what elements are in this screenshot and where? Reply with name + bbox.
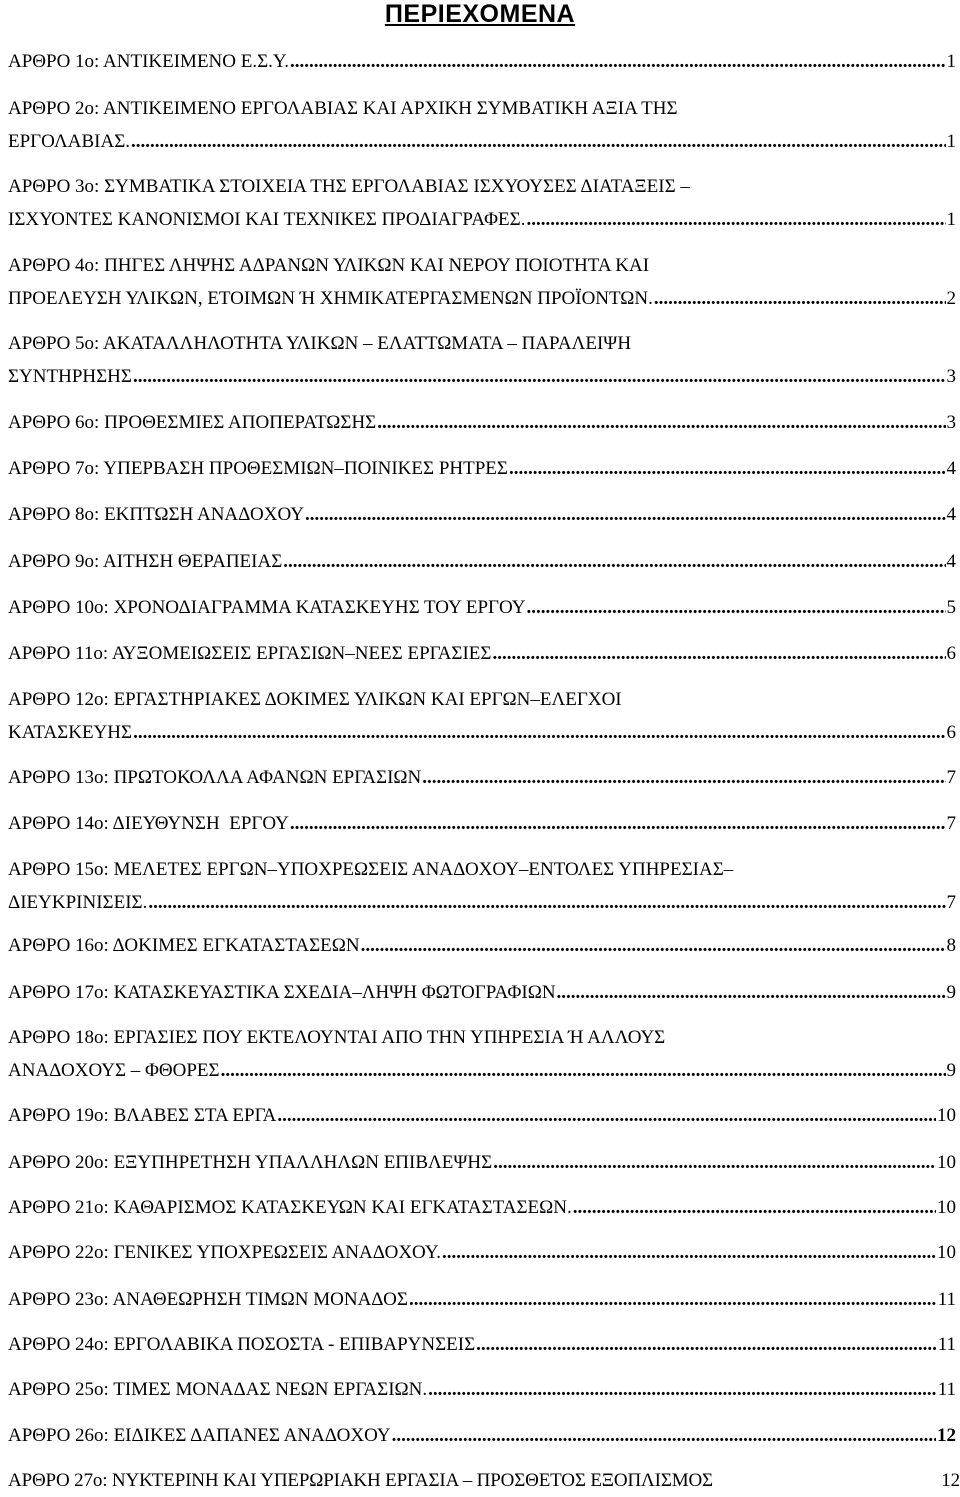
entry-text: ΑΡΘΡΟ 1ο: ΑΝΤΙΚΕΙΜΕΝΟ Ε.Σ.Υ.: [8, 51, 290, 72]
dot-leader: [573, 1191, 936, 1224]
toc-entry[interactable]: [8, 1283, 956, 1316]
page-number: 12: [941, 1470, 960, 1491]
toc-entry[interactable]: [8, 1191, 956, 1224]
toc-entry[interactable]: [8, 976, 956, 1009]
dot-leader: [131, 125, 946, 158]
entry-text-line1: ΑΡΘΡΟ 15ο: ΜΕΛΕΤΕΣ ΕΡΓΩΝ–ΥΠΟΧΡΕΩΣΕΙΣ ΑΝΑΔΟΧΟΥ–ΕΝΤΟΛΕΣ ΥΠΗΡΕΣΙΑΣ–: [8, 859, 734, 880]
toc-entry[interactable]: [8, 92, 956, 158]
toc-entry[interactable]: [8, 45, 956, 78]
dot-leader: [527, 591, 946, 624]
toc-entry[interactable]: [8, 406, 956, 439]
toc-entry[interactable]: [8, 545, 956, 578]
dot-leader: [476, 1328, 937, 1361]
page-number: 9: [946, 1060, 956, 1081]
entry-text: ΑΡΘΡΟ 24ο: ΕΡΓΟΛΑΒΙΚΑ ΠΟΣΟΣΤΑ - ΕΠΙΒΑΡΥΝΣΕΙΣ: [8, 1334, 476, 1355]
entry-text: ΑΡΘΡΟ 21ο: ΚΑΘΑΡΙΣΜΟΣ ΚΑΤΑΣΚΕΥΩΝ ΚΑΙ ΕΓΚΑΤΑΣΤΑΣΕΩΝ.: [8, 1197, 572, 1218]
dot-leader: [305, 498, 946, 531]
page-number: 9: [946, 982, 956, 1003]
toc-entry[interactable]: [8, 683, 956, 749]
page-number: 11: [937, 1289, 956, 1310]
dot-leader: [377, 406, 945, 439]
page-number: 6: [946, 643, 956, 664]
dot-leader: [509, 452, 946, 485]
entry-text-line1: ΑΡΘΡΟ 5ο: ΑΚΑΤΑΛΛΗΛΟΤΗΤΑ ΥΛΙΚΩΝ – ΕΛΑΤΤΩΜΑΤΑ – ΠΑΡΑΛΕΙΨΗ: [8, 333, 632, 354]
page-number: 5: [946, 597, 956, 618]
entry-text: ΑΡΘΡΟ 7ο: ΥΠΕΡΒΑΣΗ ΠΡΟΘΕΣΜΙΩΝ–ΠΟΙΝΙΚΕΣ ΡΗΤΡΕΣ: [8, 458, 508, 479]
toc-entry[interactable]: [8, 498, 956, 531]
toc-entry[interactable]: [8, 1373, 956, 1406]
page-number: 10: [937, 1105, 956, 1126]
toc-entry[interactable]: [8, 1464, 960, 1497]
toc-entry[interactable]: [8, 1328, 956, 1361]
page-number: 11: [937, 1379, 956, 1400]
toc-entry[interactable]: [8, 1099, 956, 1132]
toc-entry[interactable]: [8, 929, 956, 962]
toc-entry[interactable]: [8, 249, 956, 315]
page-number: 3: [946, 366, 956, 387]
page-number: 11: [937, 1334, 956, 1355]
dot-leader: [493, 1146, 936, 1179]
dot-leader: [148, 886, 945, 919]
entry-text: ΑΡΘΡΟ 13ο: ΠΡΩΤΟΚΟΛΛΑ ΑΦΑΝΩΝ ΕΡΓΑΣΙΩΝ: [8, 767, 422, 788]
page-number: 1: [946, 131, 956, 152]
dot-leader: [428, 1373, 937, 1406]
dot-leader: [133, 716, 945, 749]
page-number: 10: [937, 1152, 956, 1173]
page-number: 1: [946, 209, 956, 230]
entry-text-line1: ΑΡΘΡΟ 4ο: ΠΗΓΕΣ ΛΗΨΗΣ ΑΔΡΑΝΩΝ ΥΛΙΚΩΝ ΚΑΙ ΝΕΡΟΥ ΠΟΙΟΤΗΤΑ ΚΑΙ: [8, 255, 650, 276]
toc-entry[interactable]: [8, 1419, 956, 1452]
toc-entry[interactable]: [8, 853, 956, 919]
dot-leader: [422, 761, 945, 794]
dot-leader: [392, 1419, 936, 1452]
entry-text: ΑΡΘΡΟ 23ο: ΑΝΑΘΕΩΡΗΣΗ ΤΙΜΩΝ ΜΟΝΑΔΟΣ: [8, 1289, 408, 1310]
entry-text: ΔΙΕΥΚΡΙΝΙΣΕΙΣ.: [8, 892, 148, 913]
dot-leader: [557, 976, 946, 1009]
entry-text: ΑΡΘΡΟ 20ο: ΕΞΥΠΗΡΕΤΗΣΗ ΥΠΑΛΛΗΛΩΝ ΕΠΙΒΛΕΨΗΣ: [8, 1152, 493, 1173]
toc-entry[interactable]: [8, 1236, 956, 1269]
entry-text: ΠΡΟΕΛΕΥΣΗ ΥΛΙΚΩΝ, ΕΤΟΙΜΩΝ Ή ΧΗΜΙΚΑΤΕΡΓΑΣΜΕΝΩΝ ΠΡΟΪΟΝΤΩΝ.: [8, 288, 653, 309]
entry-text: ΑΡΘΡΟ 10ο: ΧΡΟΝΟΔΙΑΓΡΑΜΜΑ ΚΑΤΑΣΚΕΥΗΣ ΤΟΥ ΕΡΓΟΥ: [8, 597, 526, 618]
entry-text: ΑΡΘΡΟ 19ο: ΒΛΑΒΕΣ ΣΤΑ ΕΡΓΑ: [8, 1105, 277, 1126]
dot-leader: [361, 929, 946, 962]
entry-text: ΑΡΘΡΟ 17ο: ΚΑΤΑΣΚΕΥΑΣΤΙΚΑ ΣΧΕΔΙΑ–ΛΗΨΗ ΦΩΤΟΓΡΑΦΙΩΝ: [8, 982, 556, 1003]
entry-text-line1: ΑΡΘΡΟ 3ο: ΣΥΜΒΑΤΙΚΑ ΣΤΟΙΧΕΙΑ ΤΗΣ ΕΡΓΟΛΑΒΙΑΣ ΙΣΧΥΟΥΣΕΣ ΔΙΑΤΑΞΕΙΣ –: [8, 176, 690, 197]
dot-leader: [283, 545, 945, 578]
entry-text-line1: ΑΡΘΡΟ 2ο: ΑΝΤΙΚΕΙΜΕΝΟ ΕΡΓΟΛΑΒΙΑΣ ΚΑΙ ΑΡΧΙΚΗ ΣΥΜΒΑΤΙΚΗ ΑΞΙΑ ΤΗΣ: [8, 98, 678, 119]
dot-leader: [442, 1236, 936, 1269]
dot-leader: [526, 203, 945, 236]
dot-leader: [221, 1054, 946, 1087]
entry-text: ΑΡΘΡΟ 16ο: ΔΟΚΙΜΕΣ ΕΓΚΑΤΑΣΤΑΣΕΩΝ: [8, 935, 360, 956]
entry-text: ΚΑΤΑΣΚΕΥΗΣ: [8, 722, 133, 743]
toc-entry[interactable]: [8, 591, 956, 624]
dot-leader: [409, 1283, 937, 1316]
page-number: 12: [937, 1425, 956, 1446]
entry-text-line1: ΑΡΘΡΟ 12ο: ΕΡΓΑΣΤΗΡΙΑΚΕΣ ΔΟΚΙΜΕΣ ΥΛΙΚΩΝ ΚΑΙ ΕΡΓΩΝ–ΕΛΕΓΧΟΙ: [8, 689, 622, 710]
entry-text: ΑΡΘΡΟ 11ο: ΑΥΞΟΜΕΙΩΣΕΙΣ ΕΡΓΑΣΙΩΝ–ΝΕΕΣ ΕΡΓΑΣΙΕΣ: [8, 643, 492, 664]
entry-text: ΑΡΘΡΟ 22ο: ΓΕΝΙΚΕΣ ΥΠΟΧΡΕΩΣΕΙΣ ΑΝΑΔΟΧΟΥ.: [8, 1242, 441, 1263]
entry-text: ΑΡΘΡΟ 27ο: ΝΥΚΤΕΡΙΝΗ ΚΑΙ ΥΠΕΡΩΡΙΑΚΗ ΕΡΓΑΣΙΑ – ΠΡΟΣΘΕΤΟΣ ΕΞΟΠΛΙΣΜΟΣ: [8, 1470, 713, 1491]
dot-leader: [290, 45, 945, 78]
page-number: 7: [946, 767, 956, 788]
dot-leader: [654, 282, 946, 315]
page-number: 2: [946, 288, 956, 309]
dot-leader: [133, 360, 946, 393]
toc-entry[interactable]: [8, 637, 956, 670]
toc-entry[interactable]: [8, 1146, 956, 1179]
dot-leader: [277, 1099, 936, 1132]
page-number: 10: [937, 1242, 956, 1263]
entry-text: ΑΡΘΡΟ 8ο: ΕΚΠΤΩΣΗ ΑΝΑΔΟΧΟΥ: [8, 504, 304, 525]
page-number: 3: [946, 412, 956, 433]
entry-text-line1: ΑΡΘΡΟ 18ο: ΕΡΓΑΣΙΕΣ ΠΟΥ ΕΚΤΕΛΟΥΝΤΑΙ ΑΠΟ ΤΗΝ ΥΠΗΡΕΣΙΑ Ή ΑΛΛΟΥΣ: [8, 1027, 666, 1048]
toc-entry[interactable]: [8, 327, 956, 393]
toc-title: ΠΕΡΙΕΧΟΜΕΝΑ: [384, 0, 576, 28]
page-number: 10: [937, 1197, 956, 1218]
entry-text: ΕΡΓΟΛΑΒΙΑΣ.: [8, 131, 130, 152]
entry-text: ΙΣΧΥΟΝΤΕΣ ΚΑΝΟΝΙΣΜΟΙ ΚΑΙ ΤΕΧΝΙΚΕΣ ΠΡΟΔΙΑΓΡΑΦΕΣ.: [8, 209, 526, 230]
entry-text: ΑΡΘΡΟ 9ο: ΑΙΤΗΣΗ ΘΕΡΑΠΕΙΑΣ: [8, 551, 283, 572]
page-number: 1: [946, 51, 956, 72]
toc-entry[interactable]: [8, 170, 956, 236]
toc-entry[interactable]: [8, 807, 956, 840]
page-number: 4: [946, 458, 956, 479]
dot-leader: [290, 807, 946, 840]
entry-text: ΑΝΑΔΟΧΟΥΣ – ΦΘΟΡΕΣ: [8, 1060, 220, 1081]
entry-text: ΣΥΝΤΗΡΗΣΗΣ: [8, 366, 132, 387]
entry-text: ΑΡΘΡΟ 6ο: ΠΡΟΘΕΣΜΙΕΣ ΑΠΟΠΕΡΑΤΩΣΗΣ: [8, 412, 377, 433]
page-number: 6: [946, 722, 956, 743]
entry-text: ΑΡΘΡΟ 26ο: ΕΙΔΙΚΕΣ ΔΑΠΑΝΕΣ ΑΝΑΔΟΧΟΥ: [8, 1425, 391, 1446]
page-number: 4: [946, 504, 956, 525]
page-number: 7: [946, 892, 956, 913]
page-number: 7: [946, 813, 956, 834]
page-number: 4: [946, 551, 956, 572]
page-number: 8: [946, 935, 956, 956]
toc-entry[interactable]: [8, 761, 956, 794]
dot-leader: [492, 637, 945, 670]
entry-text: ΑΡΘΡΟ 25ο: ΤΙΜΕΣ ΜΟΝΑΔΑΣ ΝΕΩΝ ΕΡΓΑΣΙΩΝ.: [8, 1379, 428, 1400]
entry-text: ΑΡΘΡΟ 14ο: ΔΙΕΥΘΥΝΣΗ ΕΡΓΟΥ: [8, 813, 289, 834]
toc-entry[interactable]: [8, 452, 956, 485]
toc-entry[interactable]: [8, 1021, 956, 1087]
